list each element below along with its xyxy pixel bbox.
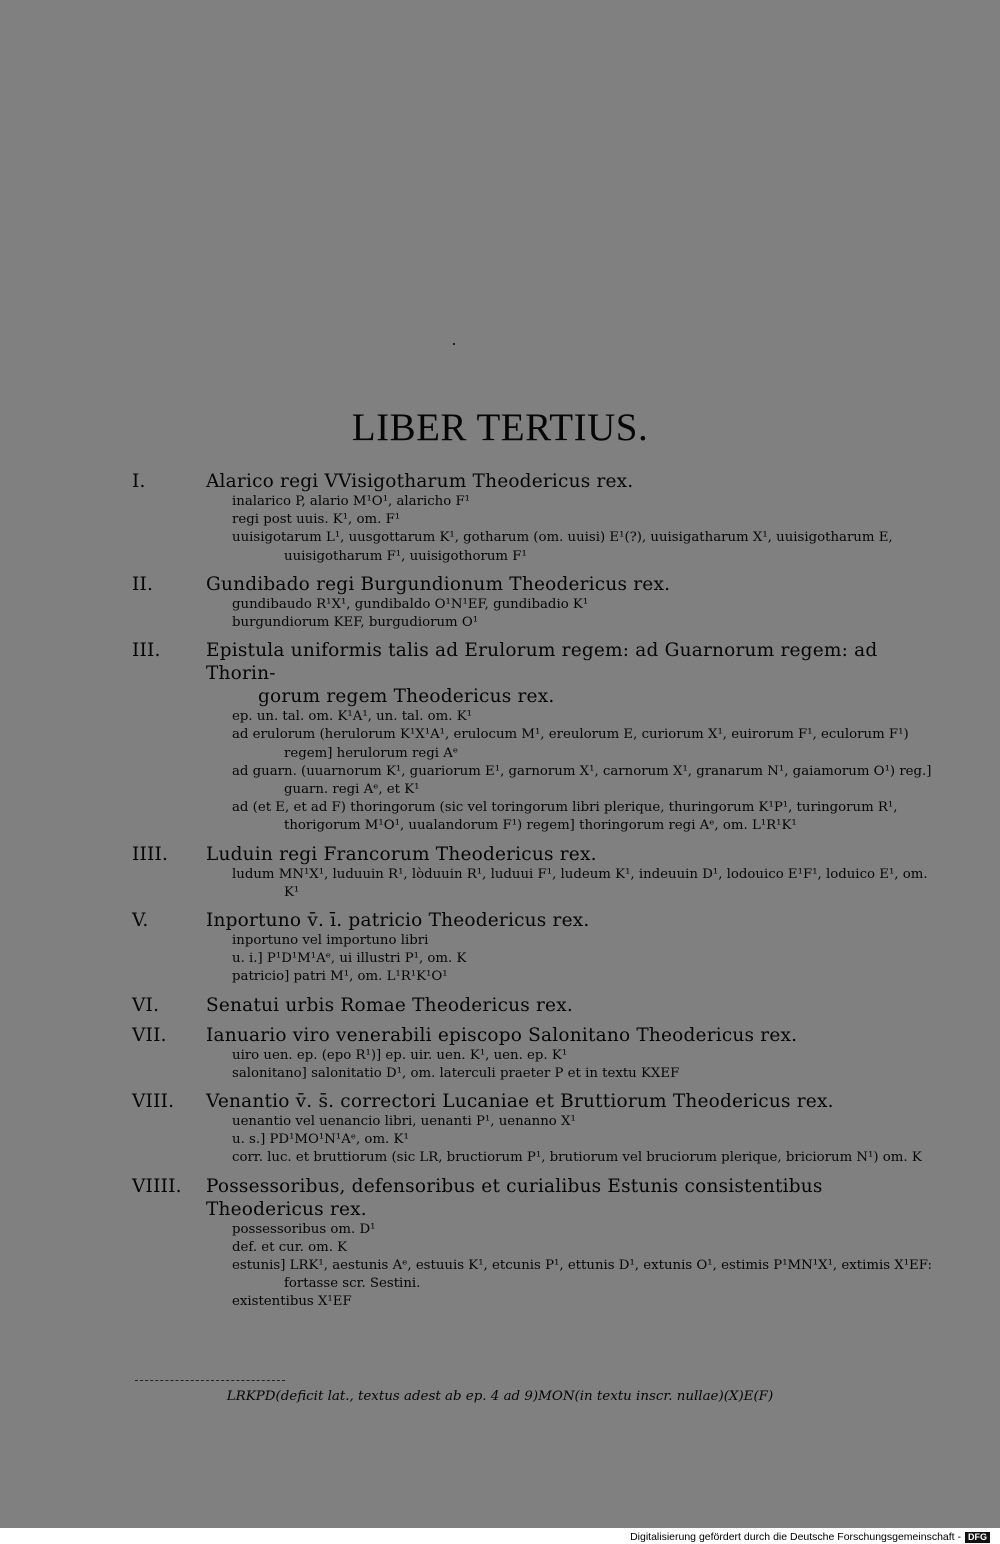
apparatus-note: salonitano] salonitatio D¹, om. laterculi praeter P et in textu KXEF — [232, 1065, 680, 1081]
apparatus-notes — [232, 708, 942, 835]
letter-number: VI. — [132, 994, 160, 1016]
letter-title — [132, 573, 942, 596]
letter-title-line: Venantio v̄. s̄. correctori Lucaniae et Bruttiorum Theodericus rex. — [206, 1091, 834, 1113]
letter-number: I. — [132, 471, 146, 492]
page-mark — [453, 343, 455, 345]
letter-number: III. — [132, 640, 161, 662]
letter-title — [132, 909, 942, 932]
letter-title-line: Possessoribus, defensoribus et curialibus Estunis consistentibus Theodericus rex. — [206, 1175, 823, 1220]
apparatus-note: burgundiorum KEF, burgudiorum O¹ — [232, 615, 479, 631]
letter-title — [132, 1090, 942, 1113]
letter-number: IIII. — [132, 843, 169, 865]
apparatus-note: u. s.] PD¹MO¹N¹Aᵉ, om. K¹ — [232, 1132, 409, 1148]
letter-entry — [0, 909, 1000, 987]
letter-title-line: Alarico regi VVisigotharum Theodericus rex. — [206, 471, 634, 492]
apparatus-note: regi post uuis. K¹, om. F¹ — [232, 512, 401, 528]
book-heading: LIBER TERTIUS. — [351, 406, 649, 449]
letter-entry — [0, 1090, 1000, 1168]
footer — [630, 1530, 990, 1544]
apparatus-note: possessoribus om. D¹ — [232, 1221, 376, 1237]
apparatus-notes — [232, 493, 942, 566]
letter-index — [0, 470, 1000, 1312]
apparatus-note: corr. luc. et bruttiorum (sic LR, bructiorum P¹, brutiorum vel bruciorum plerique, briciorum N¹) om. K — [232, 1150, 922, 1166]
codices-line: LRKPD(deficit lat., textus adest ab ep. 4 ad 9)MON(in textu inscr. nullae)(X)E(F) — [226, 1389, 774, 1404]
apparatus-note: u. i.] P¹D¹M¹Aᵉ, ui illustri P¹, om. K — [232, 951, 467, 967]
letter-title-line: Gundibado regi Burgundionum Theodericus rex. — [206, 573, 671, 595]
letter-title — [132, 470, 942, 493]
apparatus-notes — [232, 1047, 942, 1083]
apparatus-notes — [232, 932, 942, 987]
letter-entry — [0, 470, 1000, 566]
letter-title — [132, 1024, 942, 1047]
letter-title — [132, 994, 942, 1017]
apparatus-note: existentibus X¹EF — [232, 1294, 352, 1310]
apparatus-notes — [232, 866, 942, 902]
letter-number: V. — [132, 910, 149, 932]
apparatus-note: gundibaudo R¹X¹, gundibaldo O¹N¹EF, gundibadio K¹ — [232, 596, 589, 612]
apparatus-note: def. et cur. om. K — [232, 1239, 348, 1255]
apparatus-notes — [232, 1113, 942, 1168]
letter-title — [132, 843, 942, 866]
letter-entry — [0, 1024, 1000, 1083]
apparatus-note: patricio] patri M¹, om. L¹R¹K¹O¹ — [232, 969, 448, 985]
letter-title-line: Epistula uniformis talis ad Erulorum regem: ad Guarnorum regem: ad Thorin- — [206, 640, 878, 685]
apparatus-note: inportuno vel importuno libri — [232, 933, 429, 949]
letter-entry — [0, 843, 1000, 902]
dfg-logo: DFG — [965, 1532, 990, 1543]
letter-title-line: Ianuario viro venerabili episcopo Salonitano Theodericus rex. — [206, 1024, 798, 1046]
letter-entry — [0, 573, 1000, 632]
apparatus-note: uenantio vel uenancio libri, uenanti P¹, uenanno X¹ — [232, 1114, 576, 1130]
letter-number: VIII. — [132, 1091, 175, 1113]
letter-title-line: Luduin regi Francorum Theodericus rex. — [206, 843, 597, 865]
apparatus-note: uuisigotarum L¹, uusgottarum K¹, gotharum (om. uuisi) E¹(?), uuisigatharum X¹, uuisigotharum E, uuisigotharum F¹, uuisigothorum F¹ — [232, 530, 893, 564]
apparatus-note: inalarico P, alario M¹O¹, alaricho F¹ — [232, 494, 471, 509]
letter-number: II. — [132, 573, 154, 595]
apparatus-notes — [232, 1221, 942, 1312]
letter-title-line: Senatui urbis Romae Theodericus rex. — [206, 994, 573, 1016]
letter-number: VIIII. — [132, 1175, 182, 1197]
funding-note: Digitalisierung gefördert durch die Deutsche Forschungsgemeinschaft - — [630, 1531, 961, 1543]
letter-title — [132, 639, 942, 708]
apparatus-note: ludum MN¹X¹, luduuin R¹, lòduuin R¹, luduui F¹, ludeum K¹, indeuuin D¹, lodouico E¹F¹, loduico E¹, om. K¹ — [232, 866, 928, 900]
letter-title — [132, 1175, 942, 1221]
apparatus-notes — [232, 596, 942, 632]
apparatus-note: ad erulorum (herulorum K¹X¹A¹, erulocum M¹, ereulorum E, curiorum X¹, euirorum F¹, eculorum F¹) regem] herulorum regi Aᵉ — [232, 727, 909, 761]
letter-entry — [0, 1175, 1000, 1312]
apparatus-note: ad (et E, et ad F) thoringorum (sic vel toringorum libri plerique, thuringorum K¹P¹, turingorum R¹, thorigorum M¹O¹, uualandorum F¹) regem] thoringorum regi Aᵉ, om. L¹R¹K¹ — [232, 800, 898, 834]
letter-title-line: gorum regem Theodericus rex. — [258, 686, 555, 708]
letter-entry — [0, 639, 1000, 835]
apparatus-note: uiro uen. ep. (epo R¹)] ep. uir. uen. K¹, uen. ep. K¹ — [232, 1047, 568, 1063]
apparatus-note: ad guarn. (uuarnorum K¹, guariorum E¹, garnorum X¹, carnorum X¹, granarum N¹, gaiamorum O¹) reg.] guarn. regi Aᵉ, et K¹ — [232, 763, 932, 798]
letter-number: VII. — [132, 1024, 167, 1046]
letter-title-line: Inportuno v̄. ī. patricio Theodericus rex. — [206, 910, 590, 932]
letter-entry — [0, 994, 1000, 1017]
separator-line — [135, 1380, 285, 1381]
apparatus-note: estunis] LRK¹, aestunis Aᵉ, estuuis K¹, etcunis P¹, ettunis D¹, extunis O¹, estimis P¹MN¹X¹, extimis X¹EF: fortasse scr. Sestini. — [232, 1258, 932, 1292]
apparatus-note: ep. un. tal. om. K¹A¹, un. tal. om. K¹ — [232, 709, 472, 725]
